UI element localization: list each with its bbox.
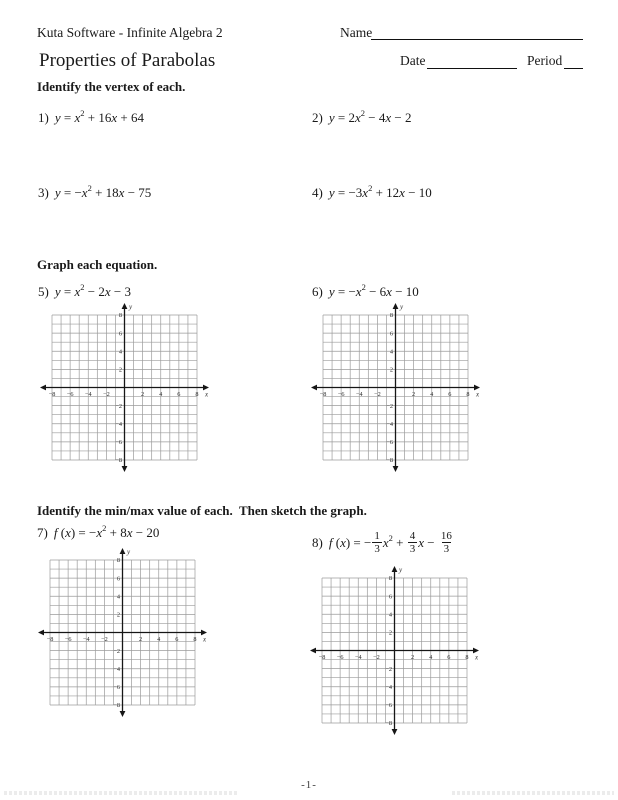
y-tick-label: 2 <box>118 366 122 374</box>
problem-3 <box>38 185 151 201</box>
problem-number: 1) <box>38 110 49 125</box>
period-blank-line <box>564 49 583 69</box>
equation: y = −3 x 2 + 12 x − 10 <box>328 183 432 200</box>
problem-8 <box>312 530 455 555</box>
x-tick-label: 4 <box>429 654 433 661</box>
x-tick-label: −6 <box>336 654 344 661</box>
problem-number: 4) <box>312 185 323 200</box>
x-tick-label: 4 <box>157 636 161 643</box>
problem-number: 7) <box>37 525 48 540</box>
problem-number: 2) <box>312 110 323 125</box>
fraction: $\frac{16}{3}$ <box>440 530 452 556</box>
tick-labels <box>320 312 470 464</box>
x-tick-label: 2 <box>139 636 143 643</box>
equation: y = x 2 − 2 x − 3 <box>54 282 131 299</box>
equation: f ( x ) = − $\frac{1}{3}$ x 2 + $\frac{4}{3}$ x − $\frac{16}{3}$ <box>328 530 452 556</box>
equation: y = x 2 + 16 x + 64 <box>54 108 144 125</box>
x-tick-label: −2 <box>374 391 381 398</box>
y-tick-label: 4 <box>389 348 393 356</box>
x-tick-label: 2 <box>141 391 145 398</box>
tick-labels <box>47 557 197 709</box>
date-label: Date <box>400 53 426 68</box>
coordinate-grid-3 <box>37 547 208 718</box>
x-tick-label: 6 <box>448 391 452 398</box>
y-tick-label: 4 <box>388 611 392 619</box>
section-heading-minmax: Identify the min/max value of each. Then sketch the graph. <box>37 503 367 518</box>
grid-svg <box>37 547 208 718</box>
y-tick-label: 2 <box>389 366 393 374</box>
coordinate-grid-1 <box>39 302 210 473</box>
y-tick-label: −6 <box>386 439 393 447</box>
y-tick-label: −6 <box>115 439 122 447</box>
x-axis-letter: x <box>475 653 479 662</box>
y-axis-letter: y <box>400 303 404 311</box>
tick-labels <box>319 575 469 727</box>
page-number: -1- <box>301 779 317 791</box>
x-tick-label: −4 <box>355 391 363 398</box>
x-tick-label: −4 <box>354 654 362 661</box>
x-axis-letter: x <box>205 390 209 399</box>
x-tick-label: −4 <box>84 391 92 398</box>
y-tick-label: −6 <box>385 702 392 710</box>
x-tick-label: −8 <box>319 391 327 398</box>
y-tick-label: −8 <box>386 457 393 465</box>
x-tick-label: 4 <box>430 391 434 398</box>
problem-number: 3) <box>38 185 49 200</box>
x-tick-label: 2 <box>412 391 416 398</box>
y-tick-label: 6 <box>389 330 393 338</box>
x-tick-label: 6 <box>175 636 179 643</box>
x-tick-label: −2 <box>101 636 108 643</box>
y-tick-label: 8 <box>389 312 393 320</box>
x-tick-label: −8 <box>318 654 326 661</box>
problem-2 <box>312 110 411 126</box>
faint-watermark-right <box>452 791 614 795</box>
x-tick-label: 4 <box>159 391 163 398</box>
y-tick-label: −2 <box>385 665 392 673</box>
x-tick-label: −8 <box>48 391 56 398</box>
x-axis-letter: x <box>476 390 480 399</box>
name-label: Name <box>340 25 373 40</box>
equation: y = 2 x 2 − 4 x − 2 <box>328 108 412 125</box>
equation: y = − x 2 − 6 x − 10 <box>328 282 419 299</box>
faint-watermark-left <box>4 791 239 795</box>
y-axis-letter: y <box>129 303 133 311</box>
problem-1 <box>38 110 144 126</box>
section-heading-graph: Graph each equation. <box>37 257 158 272</box>
y-tick-label: −4 <box>115 420 122 428</box>
grid-svg <box>309 565 480 736</box>
y-tick-label: −8 <box>113 702 120 710</box>
y-tick-label: 2 <box>388 629 392 637</box>
y-tick-label: 6 <box>388 593 392 601</box>
y-tick-label: −6 <box>113 684 120 692</box>
y-tick-label: 4 <box>116 593 120 601</box>
x-tick-label: 6 <box>447 654 451 661</box>
x-tick-label: 2 <box>411 654 415 661</box>
problem-number: 5) <box>38 284 49 299</box>
equation: f ( x ) = − x 2 + 8 x − 20 <box>53 523 160 540</box>
problem-5 <box>38 284 131 300</box>
fraction: $\frac{4}{3}$ <box>409 530 416 556</box>
y-axis-letter: y <box>127 548 131 556</box>
x-tick-label: −4 <box>82 636 90 643</box>
y-tick-label: 6 <box>116 575 120 583</box>
problem-6 <box>312 284 419 300</box>
tick-labels <box>49 312 199 464</box>
problem-4 <box>312 185 432 201</box>
x-tick-label: −2 <box>373 654 380 661</box>
y-axis-letter: y <box>399 566 403 574</box>
x-tick-label: 8 <box>466 391 470 398</box>
course-title: Kuta Software - Infinite Algebra 2 <box>37 25 223 40</box>
y-tick-label: −2 <box>113 647 120 655</box>
x-tick-label: −2 <box>103 391 110 398</box>
y-tick-label: −4 <box>113 665 120 673</box>
y-tick-label: −8 <box>115 457 122 465</box>
grid-svg <box>310 302 481 473</box>
y-tick-label: 8 <box>118 312 122 320</box>
x-tick-label: 8 <box>465 654 469 661</box>
fraction: $\frac{1}{3}$ <box>374 530 380 556</box>
y-tick-label: −2 <box>386 402 393 410</box>
x-tick-label: 8 <box>195 391 199 398</box>
y-tick-label: 8 <box>388 575 392 583</box>
coordinate-grid-2 <box>310 302 481 473</box>
page-title: Properties of Parabolas <box>39 50 216 71</box>
y-tick-label: 4 <box>118 348 122 356</box>
y-tick-label: −8 <box>385 720 392 728</box>
x-axis-letter: x <box>203 635 207 644</box>
x-tick-label: 8 <box>193 636 197 643</box>
x-tick-label: −6 <box>66 391 74 398</box>
y-tick-label: −2 <box>115 402 122 410</box>
y-tick-label: 2 <box>116 611 120 619</box>
y-tick-label: −4 <box>385 683 392 691</box>
section-heading-vertex: Identify the vertex of each. <box>37 79 186 94</box>
x-tick-label: −6 <box>337 391 345 398</box>
x-tick-label: 6 <box>177 391 181 398</box>
problem-number: 8) <box>312 534 323 550</box>
grid-svg <box>39 302 210 473</box>
x-tick-label: −6 <box>64 636 72 643</box>
coordinate-grid-4 <box>309 565 480 736</box>
y-tick-label: 6 <box>118 330 122 338</box>
problem-7 <box>37 525 159 541</box>
date-blank-line <box>427 49 517 69</box>
equation: y = − x 2 + 18 x − 75 <box>54 183 152 200</box>
y-tick-label: −4 <box>386 420 393 428</box>
y-tick-label: 8 <box>116 557 120 565</box>
name-blank-line <box>371 20 583 40</box>
problem-number: 6) <box>312 284 323 299</box>
period-label: Period <box>527 53 563 68</box>
x-tick-label: −8 <box>46 636 54 643</box>
